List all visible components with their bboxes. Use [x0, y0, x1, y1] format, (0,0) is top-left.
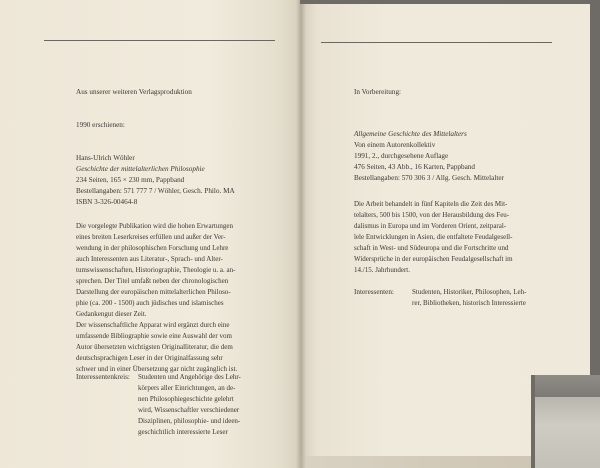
book2-description-line: dalismus in Europa und im Vorderen Orient, zeitparal-	[354, 222, 507, 230]
book1-interests-line: Disziplinen, philosophie- und ideen-	[138, 417, 241, 425]
book1-author: Hans-Ulrich Wöhler	[76, 154, 135, 162]
book2-interests-line: Studenten, Historiker, Philosophen, Leh-	[412, 288, 527, 296]
book2-interests-label: Interessenten:	[354, 288, 394, 296]
book2-order: Bestellangaben: 570 306 3 / Allg. Gesch. Mittelalter	[354, 174, 504, 182]
book1-description-line: eines breiten Leserkreises erfüllen und außer der Ver-	[76, 233, 226, 241]
book1-description-line: Darstellung der europäischen mittelalterlichen Philoso-	[76, 288, 231, 296]
book1-description-line: phie (ca. 200 - 1500) auch jüdisches und islamisches	[76, 299, 224, 307]
book2-description-line: telalters, 500 bis 1500, von der Herausbildung des Feu-	[354, 211, 510, 219]
book1-isbn: ISBN 3-326-00464-8	[76, 198, 138, 206]
book2-description-line: schaft in West- und Südeuropa und die Fortschritte und	[354, 244, 509, 252]
book1-description-line: sprechen. Der Titel umfaßt neben der chronologischen	[76, 277, 229, 285]
book2-description-line: Widersprüche in der europäischen Feudalgesellschaft im	[354, 255, 513, 263]
book1-interests-label: Interessentenkreis:	[76, 373, 130, 381]
left-heading: Aus unserer weiteren Verlagsproduktion	[76, 88, 192, 96]
book2-author: Von einem Autorenkollektiv	[354, 141, 436, 149]
book2-details: 476 Seiten, 43 Abb., 16 Karten, Pappband	[354, 163, 475, 171]
book1-interests-line: wird, Wissenschaftler verschiedener	[138, 406, 240, 414]
book1-order: Bestellangaben: 571 777 7 / Wöhler, Gesch. Philo. MA	[76, 187, 235, 195]
book1-interests-line: körpers aller Einrichtungen, an de-	[138, 384, 236, 392]
swatch-block-top	[531, 375, 600, 397]
book2-description	[354, 199, 513, 276]
book1-description	[76, 221, 237, 375]
left-subheading: 1990 erschienen:	[76, 121, 125, 129]
book1-title: Geschichte der mittelalterlichen Philosophie	[76, 165, 205, 173]
book1-description-line: Gedankengut dieser Zeit.	[76, 310, 147, 318]
book1-description-line: Der wissenschaftliche Apparat wird ergänzt durch eine	[76, 321, 230, 329]
book2-description-line: Die Arbeit behandelt in fünf Kapiteln die Zeit des Mit-	[354, 200, 508, 208]
book-gutter	[296, 0, 306, 468]
book2-interests-line: rer, Bibliotheken, historisch Interessierte	[412, 299, 526, 307]
book1-interests	[138, 372, 241, 438]
book1-interests-line: nen Philosophiegeschichte gelehrt	[138, 395, 234, 403]
book2-title: Allgemeine Geschichte des Mittelalters	[354, 130, 467, 138]
book2-description-line: 14./15. Jahrhundert.	[354, 266, 410, 274]
book1-interests-line: Studenten und Angehörige des Lehr-	[138, 373, 241, 381]
book1-description-line: tumswissenschaften, Historiographie, Theologie u. a. an-	[76, 266, 236, 274]
book1-details: 234 Seiten, 165 × 230 mm, Pappband	[76, 176, 185, 184]
swatch-block-face	[531, 397, 600, 468]
book2-edition: 1991, 2., durchgesehene Auflage	[354, 152, 449, 160]
right-header-rule	[321, 42, 552, 43]
book1-description-line: schwer und in einer Übersetzung gar nicht zugänglich ist.	[76, 365, 238, 373]
book1-description-line: wendung in der philosophischen Forschung und Lehre	[76, 244, 229, 252]
book1-interests-line: geschichtlich interessierte Leser	[138, 428, 228, 436]
swatch-block-edge	[531, 375, 535, 468]
book2-interests	[412, 287, 526, 309]
book1-description-line: auch Interessenten aus Literatur-, Sprach- und Alter-	[76, 255, 223, 263]
left-header-rule	[44, 40, 275, 41]
book1-description-line: deutschsprachigen Leser in der Originalfassung sehr	[76, 354, 223, 362]
right-heading: In Vorbereitung:	[354, 88, 402, 96]
book1-description-line: umfassende Bibliographie sowie eine Auswahl der vom	[76, 332, 232, 340]
book2-description-line: lele Entwicklungen in Asien, die entfaltete Feudalgesell-	[354, 233, 513, 241]
book1-description-line: Autor übersetzten wichtigsten Originalliteratur, die dem	[76, 343, 233, 351]
book1-description-line: Die vorgelegte Publikation wird die hohen Erwartungen	[76, 222, 233, 230]
